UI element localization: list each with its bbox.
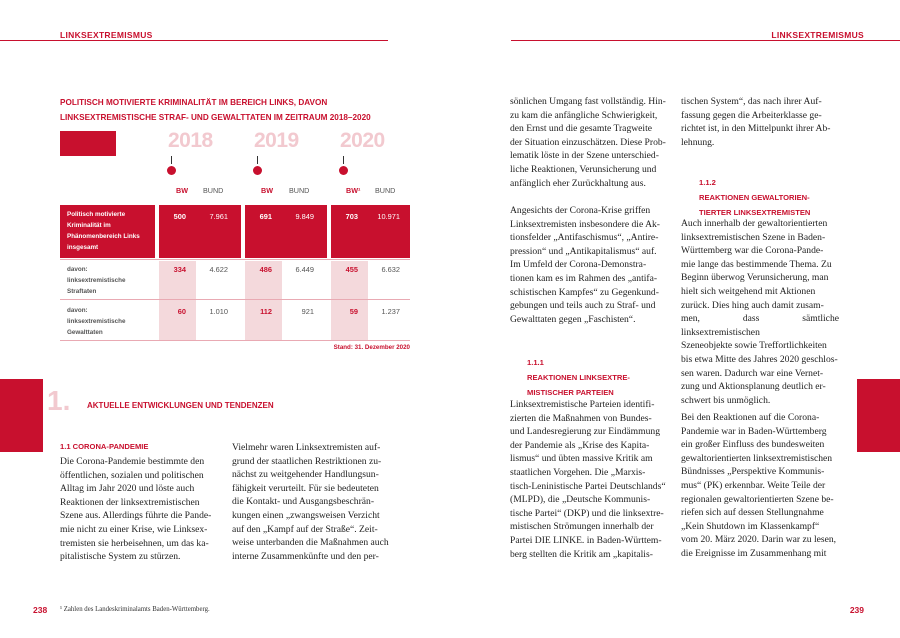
heading-line: MISTISCHER PARTEIEN <box>527 388 614 397</box>
table-cell: 703 <box>345 212 358 221</box>
text-line: vom 20. März 2020. Darin war zu lesen, <box>681 534 837 546</box>
text-line: pression“ und „Antikapitalismus“ auf. <box>510 245 657 257</box>
text-line: Szene aus. Allerdings führte die Pande- <box>60 510 212 522</box>
text-line: sen waren. Dadurch war eine Vernet- <box>681 367 824 379</box>
column-header-bund: BUND <box>289 186 310 195</box>
text-line: Angesichts der Corona-Krise griffen <box>510 205 651 216</box>
text-line: mistischen Strömungen innerhalb der <box>510 521 654 533</box>
text-column-right-2c <box>681 411 839 561</box>
text-line: zu kam die anfängliche Schwierigkeit, <box>510 109 658 121</box>
row-label-line: linksextremistische <box>67 277 126 284</box>
table-source-note: Stand: 31. Dezember 2020 <box>333 344 410 351</box>
heading-line: REAKTIONEN GEWALTORIEN- <box>699 193 810 202</box>
text-line: staatlichen Vorgehen. Die „Marxis- <box>510 466 646 478</box>
text-line: Bündnisses „Perspektive Kommunis- <box>681 466 825 478</box>
subsection-heading-1-1-2 <box>699 175 810 220</box>
text-line: berg stellten die Kritik am „kapitalis- <box>510 548 653 560</box>
text-line: nächst zu weitgehender Handlungsun- <box>232 469 379 481</box>
text-line: tische Partei“ (DKP) und die linksextre- <box>510 507 664 519</box>
table-cell: 921 <box>301 307 314 316</box>
text-line: Vielmehr waren Linksextremisten auf- <box>232 442 381 453</box>
text-line: tisch-Leninistische Partei Deutschlands“ <box>510 480 666 492</box>
text-line: fähigkeit verurteilt. Für sie bedeuteten <box>232 482 379 494</box>
row-label-line: Phänomenbereich Links <box>67 233 140 240</box>
text-line: mus“ (PK) erkennbar. Weite Teile der <box>681 479 826 491</box>
text-line: lismus“ und übten massive Kritik am <box>510 453 653 465</box>
text-line: Alltag im Jahr 2020 und löste auch <box>60 483 195 495</box>
text-line: lematik löste in der Szene unterschied- <box>510 150 659 162</box>
table-corner-block <box>60 131 116 156</box>
page-number-right: 239 <box>849 605 864 615</box>
section-band-left <box>0 379 43 452</box>
table-cell: 691 <box>259 212 272 221</box>
text-line: Pandemie war in Baden-Württemberg <box>681 425 827 437</box>
section-title: AKTUELLE ENTWICKLUNGEN UND TENDENZEN <box>87 401 274 410</box>
row-divider <box>60 299 410 300</box>
header-rule-right <box>511 40 900 41</box>
table-cell: 7.961 <box>209 212 228 221</box>
text-line: hielt sich weitgehend mit Aktionen <box>681 285 816 297</box>
running-header-left: LINKSEXTREMISMUS <box>60 30 153 40</box>
text-line: linksextremistischen Szene in Baden- <box>681 231 826 243</box>
text-line: schistischen Kampfes“ zu Gegenkund- <box>510 286 659 298</box>
table-cell: 455 <box>345 265 358 274</box>
text-line: zurück. Dies hing auch damit zusam- <box>681 299 824 311</box>
table-gap <box>155 205 159 258</box>
table-cell: 112 <box>260 307 272 316</box>
text-column-right-2b <box>681 217 839 407</box>
text-line: Die Corona-Pandemie bestimmte den <box>60 456 205 467</box>
row-label-line: Politisch motivierte <box>67 211 126 218</box>
subsection-heading-1-1-1 <box>527 355 630 400</box>
year-marker-dot <box>253 166 262 175</box>
text-line: liche Reaktionen, Verunsicherung und <box>510 163 657 175</box>
year-marker-line <box>257 156 258 164</box>
text-line: weise unterbanden die Maßnahmen auch <box>232 537 389 549</box>
text-line: „Kein Shutdown im Klassenkampf“ <box>681 520 820 532</box>
table-cell: 1.237 <box>381 307 400 316</box>
text-line: zierten die Maßnahmen von Bundes- <box>510 412 652 424</box>
text-column-right-2 <box>681 95 839 149</box>
table-cell: 10.971 <box>377 212 400 221</box>
row-label <box>60 209 150 253</box>
column-header-bw: BW <box>176 186 188 195</box>
text-line: interne Zusammenkünfte und den per- <box>232 550 379 562</box>
text-line: richtet ist, in den Mittelpunkt ihrer Ab- <box>681 123 831 135</box>
text-line: Reaktionen der linksextremistischen <box>60 496 200 508</box>
row-divider <box>60 259 410 260</box>
row-label-line: Kriminalität im <box>67 222 111 229</box>
table-gap <box>241 205 245 258</box>
text-line: tischen System“, das nach ihrer Auf- <box>681 96 822 107</box>
text-line: schwert bis unmöglich. <box>681 394 771 406</box>
text-line: mie nicht zu einer Krise, wie Linksex- <box>60 523 208 535</box>
table-cell: 6.449 <box>295 265 314 274</box>
table-cell: 60 <box>177 307 186 316</box>
column-header-bund: BUND <box>375 186 396 195</box>
column-header-bw: BW¹ <box>346 186 361 195</box>
text-line: fassung gegen die Arbeiterklasse ge- <box>681 109 822 121</box>
text-line: der Pandemie als „Krise des Kapita- <box>510 439 650 451</box>
text-line: riefen sich auf dessen Stellungnahme <box>681 507 824 519</box>
header-rule-left <box>0 40 388 41</box>
heading-line: TIERTER LINKSEXTREMISTEN <box>699 208 811 217</box>
text-line: Bei den Reaktionen auf die Corona- <box>681 412 820 423</box>
running-header-right: LINKSEXTREMISMUS <box>771 30 864 40</box>
text-line: Gewalttaten gegen „Faschisten“. <box>510 313 636 325</box>
text-line: kungen einen „zwangsweisen Verzicht <box>232 509 380 521</box>
text-line: Im Umfeld der Corona-Demonstra- <box>510 259 647 271</box>
text-line: Württemberg war die Corona-Pande- <box>681 245 824 257</box>
text-line: die Kontakt- und Ausgangsbeschrän- <box>232 496 375 508</box>
year-label: 2018 <box>168 129 213 152</box>
row-label-line: davon: <box>67 307 88 314</box>
table-cell: 334 <box>173 265 186 274</box>
text-line: Linksextremistische Parteien identifi- <box>510 399 655 410</box>
text-line: der Situation einzuschätzen. Diese Prob- <box>510 136 666 148</box>
text-line: Partei DIE LINKE. in Baden-Württem- <box>510 534 662 546</box>
row-label <box>60 305 150 338</box>
heading-line: 1.1.2 <box>699 178 716 187</box>
text-column-right-1b <box>510 204 666 326</box>
text-line: ein großer Einfluss des bundesweiten <box>681 439 825 451</box>
row-divider <box>60 340 410 341</box>
page-number-left: 238 <box>33 605 48 615</box>
table-cell: 486 <box>259 265 272 274</box>
table-title-line: LINKSEXTREMISTISCHE STRAF- UND GEWALTTATEN IM ZEITRAUM 2018–2020 <box>60 113 371 122</box>
table-gap <box>327 205 331 258</box>
year-label: 2020 <box>340 129 385 152</box>
table-cell: 1.010 <box>209 307 228 316</box>
text-line: den Ernst und die gesamte Tragweite <box>510 123 653 135</box>
text-column-left-1 <box>60 455 218 564</box>
row-label-line: insgesamt <box>67 244 99 251</box>
text-column-right-1c <box>510 398 666 561</box>
row-label-line: linksextremistische <box>67 318 126 325</box>
year-label: 2019 <box>254 129 299 152</box>
text-line: Auch innerhalb der gewaltorientierten <box>681 218 828 229</box>
text-line: gebungen und teils auch zu Straf- und <box>510 300 656 312</box>
heading-line: 1.1.1 <box>527 358 544 367</box>
text-line: sönlichen Umgang fast vollständig. Hin- <box>510 96 666 107</box>
text-line: tionsfelder „Antifaschismus“, „Antire- <box>510 232 659 244</box>
subsection-heading: 1.1 CORONA-PANDEMIE <box>60 442 149 451</box>
table-cell: 4.622 <box>209 265 228 274</box>
text-line: pitalistische System zu stürzen. <box>60 551 181 563</box>
year-marker-line <box>171 156 172 164</box>
text-line: Szeneobjekte sowie Treffortlichkeiten <box>681 340 827 352</box>
row-label-line: davon: <box>67 266 88 273</box>
year-marker-dot <box>167 166 176 175</box>
row-label-line: Straftaten <box>67 288 97 295</box>
text-line: grund der staatlichen Restriktionen zu- <box>232 455 382 467</box>
text-line: und Landesregierung zur Eindämmung <box>510 426 660 438</box>
table-cell: 9.849 <box>295 212 314 221</box>
footnote: ¹ Zahlen des Landeskriminalamts Baden-Württemberg. <box>60 606 210 613</box>
text-line: bis etwa Mitte des Jahres 2020 geschlos- <box>681 353 838 365</box>
text-line: regionalen gewaltorientierten Szene be- <box>681 493 834 505</box>
text-line: tremisten sie herbeisehnen, um das ka- <box>60 537 209 549</box>
text-line: gewaltorientierten linksextremistischen <box>681 452 833 464</box>
section-band-right <box>857 379 900 452</box>
text-line: Linksextremisten insbesondere die Ak- <box>510 218 661 230</box>
text-line: zung und Aktionsplanung deutlich er- <box>681 381 826 393</box>
column-header-bund: BUND <box>203 186 224 195</box>
table-cell: 6.632 <box>381 265 400 274</box>
table-title-line: POLITISCH MOTIVIERTE KRIMINALITÄT IM BEREICH LINKS, DAVON <box>60 98 328 107</box>
text-line: (MLPD), die „Deutsche Kommunis- <box>510 494 651 506</box>
text-column-right-1 <box>510 95 666 190</box>
text-line: öffentlichen, sozialen und politischen <box>60 469 204 481</box>
text-line: anfänglich eher Zurückhaltung aus. <box>510 177 646 189</box>
year-marker-line <box>343 156 344 164</box>
heading-line: REAKTIONEN LINKSEXTRE- <box>527 373 630 382</box>
row-label-line: Gewalttaten <box>67 329 103 336</box>
text-line: auf den „Kampf auf der Straße“. Zeit- <box>232 523 378 535</box>
section-number: 1. <box>47 385 71 416</box>
text-line: Beginn überwog Verunsicherung, man <box>681 272 829 284</box>
table-title <box>60 95 400 125</box>
text-line: die Ereignisse im Zusammenhang mit <box>681 547 827 559</box>
text-line: men, dass sämtliche linksextremistischen <box>681 313 839 338</box>
text-line: mie lange das bestimmende Thema. Zu <box>681 258 832 270</box>
row-label <box>60 264 150 297</box>
text-column-left-2 <box>232 441 390 563</box>
text-line: lehnung. <box>681 136 715 148</box>
text-line: tionen kam es im Rahmen des „antifa- <box>510 272 658 284</box>
table-cell: 59 <box>349 307 358 316</box>
year-marker-dot <box>339 166 348 175</box>
table-cell: 500 <box>173 212 186 221</box>
column-header-bw: BW <box>261 186 273 195</box>
